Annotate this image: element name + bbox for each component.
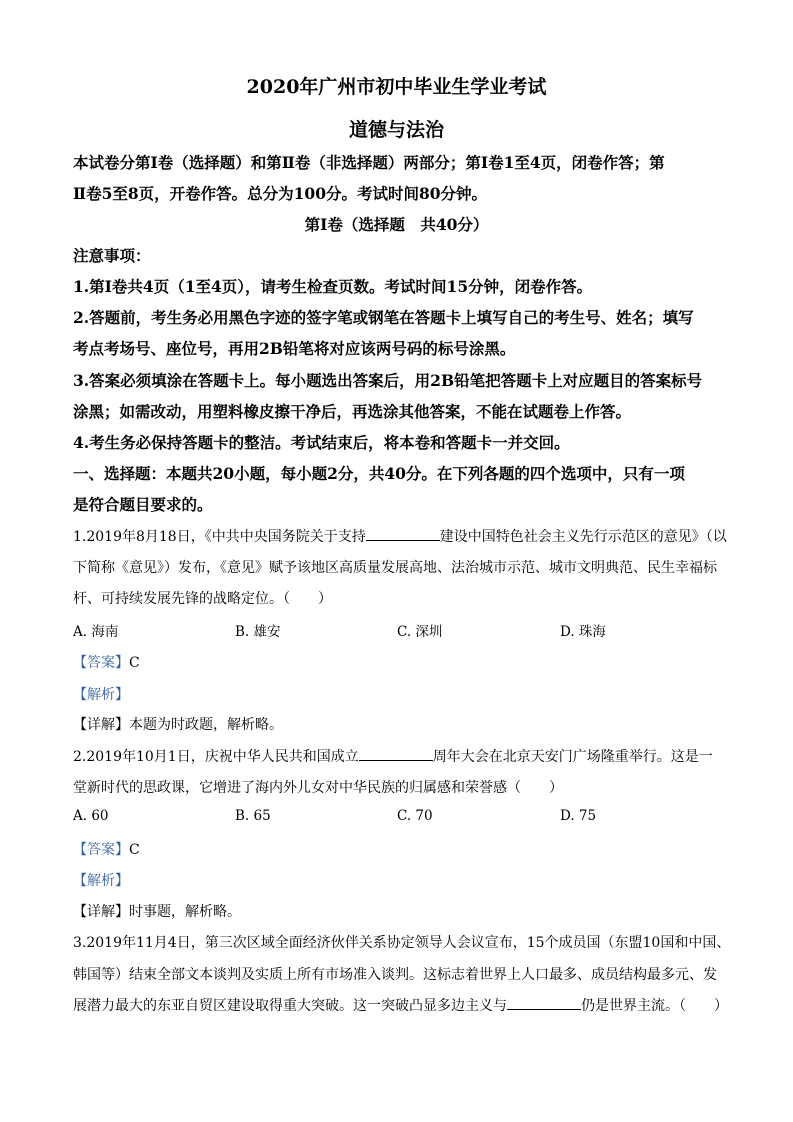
q1-option-c: C. 深圳 <box>397 624 443 640</box>
q1-line-1 <box>73 526 727 546</box>
answer-blank <box>359 746 433 761</box>
answer-blank <box>507 995 581 1010</box>
note-2-line-2: 考点考场号、座位号，再用2B铅笔将对应该两号码的标号涂黑。 <box>73 339 516 358</box>
notes-heading: 注意事项： <box>73 246 151 265</box>
q2-analysis-label: 【解析】 <box>73 873 129 889</box>
q1-option-b: B. 雄安 <box>235 624 281 640</box>
answer-value: C <box>129 655 140 671</box>
note-3-line-1: 3.答案必须填涂在答题卡上。每小题选出答案后，用2B铅笔把答题卡上对应题目的答案标号 <box>73 371 703 390</box>
q2-answer <box>73 839 140 859</box>
q3-line-3 <box>73 995 728 1015</box>
q2-option-c: C. 70 <box>397 808 433 824</box>
q2-option-b: B. 65 <box>235 808 271 824</box>
q2-line-1 <box>73 746 713 766</box>
q1-detail <box>73 714 283 734</box>
q3-line-1: 3.2019年11月4日，第三次区域全面经济伙伴关系协定领导人会议宣布，15个成员国（东盟10国和中国、 <box>73 935 731 951</box>
note-2-line-1: 2.答题前，考生务必用黑色字迹的签字笔或钢笔在答题卡上填写自己的考生号、姓名；填写 <box>73 308 694 327</box>
answer-label: 【答案】 <box>73 842 129 858</box>
note-4: 4.考生务必保持答题卡的整洁。考试结束后，将本卷和答题卡一并交回。 <box>73 433 570 452</box>
detail-text: 时事题，解析略。 <box>129 904 241 920</box>
intro-line-2: Ⅱ卷5至8页，开卷作答。总分为100分。考试时间80分钟。 <box>73 184 488 203</box>
section-heading: 第Ⅰ卷（选择题 共40分） <box>304 215 489 234</box>
intro-line-1: 本试卷分第Ⅰ卷（选择题）和第Ⅱ卷（非选择题）两部分；第Ⅰ卷1至4页，闭卷作答；第 <box>73 153 665 172</box>
q2-line-2: 堂新时代的思政课，它增进了海内外儿女对中华民族的归属感和荣誉感（ ） <box>73 780 563 796</box>
q1-line-2: 下简称《意见》）发布，《意见》赋予该地区高质量发展高地、法治城市示范、城市文明典范、民生幸福标 <box>73 560 717 576</box>
answer-value: C <box>129 842 140 858</box>
q2-detail <box>73 901 241 921</box>
q3-line-2: 韩国等）结束全部文本谈判及实质上所有市场准入谈判。这标志着世界上人口最多、成员结构最多元、发 <box>73 967 717 983</box>
answer-blank <box>366 526 440 541</box>
detail-label: 【详解】 <box>73 717 129 733</box>
q2-option-a: A. 60 <box>73 808 109 824</box>
q1-option-a: A. 海南 <box>73 624 119 640</box>
answer-label: 【答案】 <box>73 655 129 671</box>
q1-line-3: 杆、可持续发展先锋的战略定位。（ ） <box>73 591 332 607</box>
exam-title: 2020年广州市初中毕业生学业考试 <box>246 76 547 98</box>
q3-stem-a: 展潜力最大的东亚自贸区建设取得重大突破。这一突破凸显多边主义与 <box>73 998 507 1014</box>
q2-stem-a: 2.2019年10月1日，庆祝中华人民共和国成立 <box>73 749 359 765</box>
q1-analysis-label: 【解析】 <box>73 687 129 703</box>
q3-stem-b: 仍是世界主流。（ ） <box>581 998 728 1014</box>
q2-stem-b: 周年大会在北京天安门广场隆重举行。这是一 <box>432 749 713 765</box>
note-1: 1.第Ⅰ卷共4页（1至4页），请考生检查页数。考试时间15分钟，闭卷作答。 <box>73 277 593 296</box>
q2-option-d: D. 75 <box>560 808 597 824</box>
q1-answer <box>73 652 140 672</box>
q1-stem-a: 1.2019年8月18日，《中共中央国务院关于支持 <box>73 529 366 545</box>
detail-label: 【详解】 <box>73 904 129 920</box>
note-3-line-2: 涂黑；如需改动，用塑料橡皮擦干净后，再选涂其他答案，不能在试题卷上作答。 <box>73 402 632 421</box>
part1-line-1: 一、选择题：本题共20小题，每小题2分，共40分。在下列各题的四个选项中，只有一项 <box>73 464 685 483</box>
q1-stem-b: 建设中国特色社会主义先行示范区的意见》（以 <box>439 529 727 545</box>
q1-option-d: D. 珠海 <box>560 624 606 640</box>
detail-text: 本题为时政题，解析略。 <box>129 717 283 733</box>
subject-title: 道德与法治 <box>348 119 444 141</box>
part1-line-2: 是符合题目要求的。 <box>73 495 213 514</box>
